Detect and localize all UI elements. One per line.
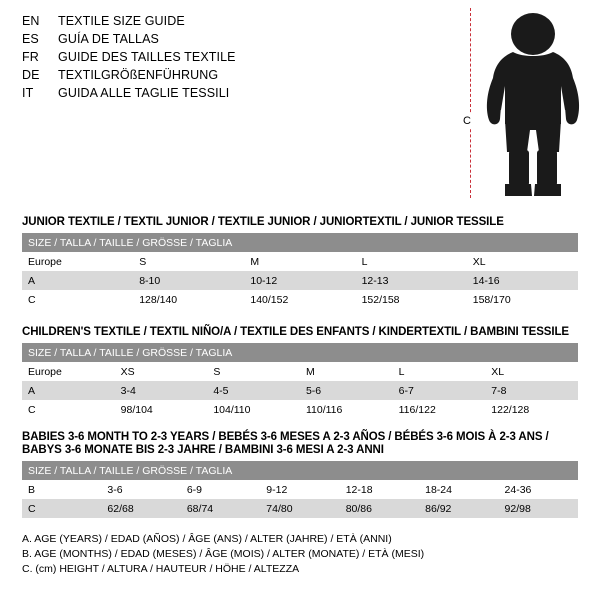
section-title: CHILDREN'S TEXTILE / TEXTIL NIÑO/A / TEXTILE DES ENFANTS / KINDERTEXTIL / BAMBINI TESSILE [22, 326, 569, 338]
table-row [22, 362, 578, 381]
table-header-row [22, 343, 578, 362]
cell: L [356, 252, 467, 271]
cell: M [300, 362, 393, 381]
cell: 3-6 [101, 480, 180, 499]
cell: XL [467, 252, 578, 271]
row-label: Europe [22, 362, 115, 381]
language-code: EN [22, 14, 40, 28]
cell: 6-7 [393, 381, 486, 400]
legend-line-c: C. (cm) HEIGHT / ALTURA / HAUTEUR / HÖHE / ALTEZZA [22, 563, 300, 575]
language-title: GUIDE DES TAILLES TEXTILE [58, 50, 236, 64]
row-label: A [22, 381, 115, 400]
language-code: IT [22, 86, 34, 100]
table-row [22, 271, 578, 290]
cell: 14-16 [467, 271, 578, 290]
language-row [22, 32, 442, 50]
cell: 140/152 [244, 290, 355, 309]
language-title-list [22, 14, 442, 104]
row-label: C [22, 290, 133, 309]
section-children [0, 326, 600, 419]
table-header-row [22, 233, 578, 252]
header-section [0, 0, 600, 212]
table-header-label: SIZE / TALLA / TAILLE / GRÖSSE / TAGLIA [22, 343, 578, 362]
cell: 3-4 [115, 381, 208, 400]
language-title: GUÍA DE TALLAS [58, 32, 159, 46]
table-row [22, 480, 578, 499]
toddler-silhouette-icon [483, 12, 583, 202]
cell: 12-13 [356, 271, 467, 290]
cell: 158/170 [467, 290, 578, 309]
cell: XS [115, 362, 208, 381]
cell: 18-24 [419, 480, 498, 499]
cell: 86/92 [419, 499, 498, 518]
language-title: GUIDA ALLE TAGLIE TESSILI [58, 86, 230, 100]
cell: 98/104 [115, 400, 208, 419]
cell: 116/122 [393, 400, 486, 419]
cell: 7-8 [485, 381, 578, 400]
children-size-table [22, 343, 578, 419]
table-row [22, 290, 578, 309]
section-junior [0, 216, 600, 309]
table-header-label: SIZE / TALLA / TAILLE / GRÖSSE / TAGLIA [22, 461, 578, 480]
legend-line-a: A. AGE (YEARS) / EDAD (AÑOS) / ÂGE (ANS) / ALTER (JAHRE) / ETÀ (ANNI) [22, 533, 392, 545]
language-code: DE [22, 68, 40, 82]
language-code: FR [22, 50, 39, 64]
language-row [22, 50, 442, 68]
cell: 128/140 [133, 290, 244, 309]
cell: 12-18 [340, 480, 419, 499]
language-title: TEXTILGRÖßENFÜHRUNG [58, 68, 219, 82]
cell: 152/158 [356, 290, 467, 309]
table-row [22, 499, 578, 518]
table-header-row [22, 461, 578, 480]
row-label: B [22, 480, 101, 499]
cell: 92/98 [499, 499, 578, 518]
row-label: A [22, 271, 133, 290]
table-header-label: SIZE / TALLA / TAILLE / GRÖSSE / TAGLIA [22, 233, 578, 252]
height-measure-line [470, 8, 471, 198]
cell: 10-12 [244, 271, 355, 290]
measurement-figure [455, 8, 585, 198]
cell: S [133, 252, 244, 271]
legend-block [0, 532, 600, 577]
section-babies [0, 431, 600, 518]
row-label: Europe [22, 252, 133, 271]
cell: 5-6 [300, 381, 393, 400]
section-title-line1: BABIES 3-6 MONTH TO 2-3 YEARS / BEBÉS 3-6 MESES A 2-3 AÑOS / BÉBÉS 3-6 MOIS À 2-3 ANS / [22, 431, 549, 443]
junior-size-table [22, 233, 578, 309]
language-row [22, 86, 442, 104]
language-title: TEXTILE SIZE GUIDE [58, 14, 185, 28]
cell: 8-10 [133, 271, 244, 290]
language-row [22, 14, 442, 32]
cell: 24-36 [499, 480, 578, 499]
cell: XL [485, 362, 578, 381]
section-title-line2: BABYS 3-6 MONATE BIS 2-3 JAHRE / BAMBINI 3-6 MESI A 2-3 ANNI [22, 444, 384, 456]
cell: 68/74 [181, 499, 260, 518]
language-code: ES [22, 32, 39, 46]
table-row [22, 252, 578, 271]
cell: 74/80 [260, 499, 339, 518]
row-label: C [22, 400, 115, 419]
cell: 104/110 [207, 400, 300, 419]
cell: 62/68 [101, 499, 180, 518]
row-label: C [22, 499, 101, 518]
babies-size-table [22, 461, 578, 518]
cell: 9-12 [260, 480, 339, 499]
cell: S [207, 362, 300, 381]
cell: L [393, 362, 486, 381]
cell: 110/116 [300, 400, 393, 419]
cell: M [244, 252, 355, 271]
cell: 4-5 [207, 381, 300, 400]
section-title: JUNIOR TEXTILE / TEXTIL JUNIOR / TEXTILE JUNIOR / JUNIORTEXTIL / JUNIOR TESSILE [22, 216, 504, 228]
language-row [22, 68, 442, 86]
table-row [22, 400, 578, 419]
cell: 122/128 [485, 400, 578, 419]
legend-line-b: B. AGE (MONTHS) / EDAD (MESES) / ÂGE (MOIS) / ALTER (MONATE) / ETÀ (MESI) [22, 548, 425, 560]
table-row [22, 381, 578, 400]
measure-label-c: C [463, 115, 471, 127]
cell: 80/86 [340, 499, 419, 518]
cell: 6-9 [181, 480, 260, 499]
